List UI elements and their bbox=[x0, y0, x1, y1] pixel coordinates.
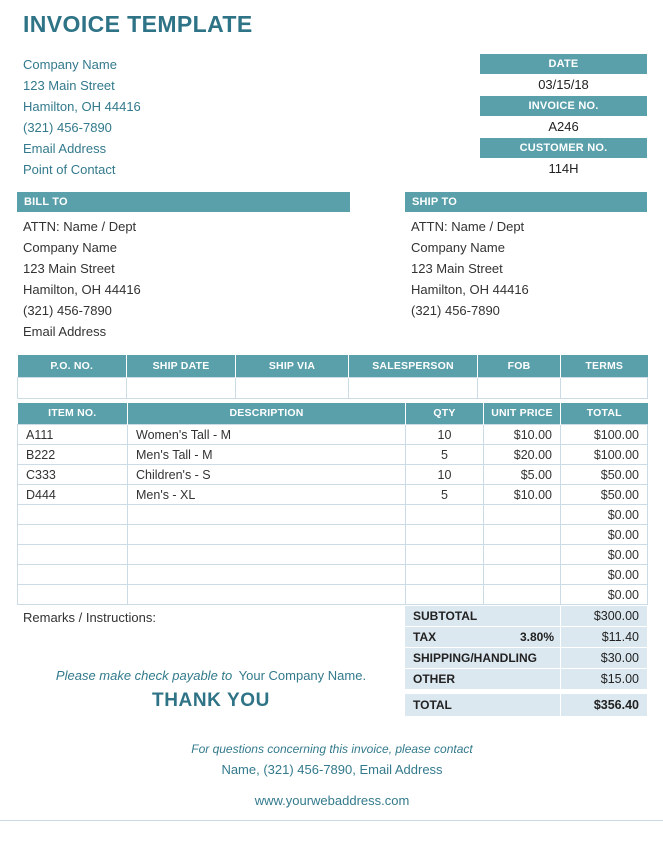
po-no-header: P.O. NO. bbox=[18, 355, 127, 377]
item-description bbox=[128, 545, 406, 565]
ship-to-company: Company Name bbox=[411, 240, 505, 255]
item-row bbox=[18, 465, 648, 485]
unit-price-header: UNIT PRICE bbox=[484, 403, 561, 425]
item-description: Men's - XL bbox=[128, 485, 406, 505]
ship-to-attn: ATTN: Name / Dept bbox=[411, 219, 525, 234]
item-no: B222 bbox=[18, 445, 128, 465]
item-qty bbox=[406, 565, 484, 585]
invoice-no-value: A246 bbox=[548, 119, 579, 134]
fob-cell bbox=[478, 377, 561, 398]
other-value: $15.00 bbox=[560, 669, 647, 689]
item-qty bbox=[406, 525, 484, 545]
item-unit-price: $20.00 bbox=[484, 445, 561, 465]
customer-no-value: 114H bbox=[548, 161, 579, 176]
remarks-block bbox=[17, 605, 405, 716]
empty-item-row bbox=[18, 545, 648, 565]
company-phone: (321) 456-7890 bbox=[23, 120, 112, 135]
bill-to-city: Hamilton, OH 44416 bbox=[23, 282, 141, 297]
item-no bbox=[18, 505, 128, 525]
check-payable-italic: Please make check payable to bbox=[55, 668, 233, 683]
item-unit-price bbox=[484, 585, 561, 605]
company-name: Company Name bbox=[23, 57, 117, 72]
item-qty: 5 bbox=[406, 485, 484, 505]
item-unit-price bbox=[484, 545, 561, 565]
ship-date-cell bbox=[127, 377, 236, 398]
item-total: $100.00 bbox=[561, 445, 648, 465]
item-total: $0.00 bbox=[561, 545, 648, 565]
tax-label: TAX bbox=[413, 630, 437, 644]
item-no bbox=[18, 585, 128, 605]
item-no bbox=[18, 565, 128, 585]
shipping-handling-row bbox=[405, 648, 647, 669]
bill-to-street: 123 Main Street bbox=[23, 261, 115, 276]
ship-to-city: Hamilton, OH 44416 bbox=[411, 282, 529, 297]
line-items-table bbox=[17, 403, 648, 606]
footer-section bbox=[17, 742, 647, 808]
addresses-section bbox=[17, 192, 647, 342]
description-header: DESCRIPTION bbox=[128, 403, 406, 425]
ship-to-phone: (321) 456-7890 bbox=[411, 303, 500, 318]
item-description bbox=[128, 525, 406, 545]
subtotal-row bbox=[405, 606, 647, 627]
customer-no-header: CUSTOMER NO. bbox=[480, 138, 647, 158]
other-label-cell bbox=[405, 672, 560, 686]
qty-header: QTY bbox=[406, 403, 484, 425]
footer-contact-line1: For questions concerning this invoice, please contact bbox=[191, 742, 473, 756]
item-qty bbox=[406, 545, 484, 565]
bill-to-lines bbox=[17, 212, 350, 342]
grand-total-value: $356.40 bbox=[560, 694, 647, 716]
fob-header: FOB bbox=[478, 355, 561, 377]
shipping-handling-value: $30.00 bbox=[560, 648, 647, 668]
salesperson-header: SALESPERSON bbox=[349, 355, 478, 377]
subtotal-label-cell bbox=[405, 609, 560, 623]
item-description bbox=[128, 505, 406, 525]
company-city: Hamilton, OH 44416 bbox=[23, 99, 141, 114]
item-qty: 10 bbox=[406, 465, 484, 485]
item-no bbox=[18, 525, 128, 545]
footer-contact-line2: Name, (321) 456-7890, Email Address bbox=[221, 762, 443, 777]
other-label: OTHER bbox=[413, 672, 455, 686]
item-qty bbox=[406, 585, 484, 605]
bill-to-company: Company Name bbox=[23, 240, 117, 255]
bill-to-header: BILL TO bbox=[17, 192, 350, 212]
item-unit-price bbox=[484, 525, 561, 545]
items-header-row bbox=[18, 403, 648, 425]
grand-total-row bbox=[405, 694, 647, 716]
item-unit-price: $10.00 bbox=[484, 485, 561, 505]
check-payable-note bbox=[17, 668, 405, 683]
total-header: TOTAL bbox=[561, 403, 648, 425]
other-row bbox=[405, 669, 647, 690]
item-total: $0.00 bbox=[561, 565, 648, 585]
item-total: $50.00 bbox=[561, 485, 648, 505]
item-row bbox=[18, 485, 648, 505]
header-section bbox=[17, 54, 647, 180]
tax-value: $11.40 bbox=[560, 627, 647, 647]
page-title: INVOICE TEMPLATE bbox=[23, 11, 253, 37]
empty-item-row bbox=[18, 505, 648, 525]
salesperson-cell bbox=[349, 377, 478, 398]
item-no-header: ITEM NO. bbox=[18, 403, 128, 425]
summary-section bbox=[17, 605, 647, 716]
bottom-divider bbox=[0, 820, 663, 821]
subtotal-value: $300.00 bbox=[560, 606, 647, 626]
item-description: Children's - S bbox=[128, 465, 406, 485]
subtotal-label: SUBTOTAL bbox=[413, 609, 478, 623]
item-qty: 10 bbox=[406, 425, 484, 445]
item-total: $100.00 bbox=[561, 425, 648, 445]
shipping-handling-label-cell bbox=[405, 651, 560, 665]
item-unit-price: $5.00 bbox=[484, 465, 561, 485]
item-unit-price bbox=[484, 565, 561, 585]
item-description: Men's Tall - M bbox=[128, 445, 406, 465]
grand-total-label-cell bbox=[405, 698, 560, 712]
ship-via-cell bbox=[236, 377, 349, 398]
item-description bbox=[128, 585, 406, 605]
tax-row bbox=[405, 627, 647, 648]
invoice-page bbox=[0, 11, 663, 862]
empty-item-row bbox=[18, 585, 648, 605]
po-no-cell bbox=[18, 377, 127, 398]
company-info-block bbox=[23, 54, 141, 180]
item-row bbox=[18, 425, 648, 445]
invoice-no-header: INVOICE NO. bbox=[480, 96, 647, 116]
shipping-details-table bbox=[17, 355, 648, 399]
bill-to-attn: ATTN: Name / Dept bbox=[23, 219, 137, 234]
company-email: Email Address bbox=[23, 141, 107, 156]
item-row bbox=[18, 445, 648, 465]
ship-date-header: SHIP DATE bbox=[127, 355, 236, 377]
ship-to-street: 123 Main Street bbox=[411, 261, 503, 276]
item-no bbox=[18, 545, 128, 565]
ship-to-header: SHIP TO bbox=[405, 192, 647, 212]
date-value: 03/15/18 bbox=[538, 77, 589, 92]
item-qty: 5 bbox=[406, 445, 484, 465]
empty-item-row bbox=[18, 525, 648, 545]
item-unit-price: $10.00 bbox=[484, 425, 561, 445]
invoice-meta-block bbox=[480, 54, 647, 180]
item-total: $50.00 bbox=[561, 465, 648, 485]
shipping-handling-label: SHIPPING/HANDLING bbox=[413, 651, 538, 665]
item-no: D444 bbox=[18, 485, 128, 505]
bill-to-phone: (321) 456-7890 bbox=[23, 303, 112, 318]
bill-to-block bbox=[17, 192, 350, 342]
remarks-label: Remarks / Instructions: bbox=[23, 610, 156, 625]
item-no: A111 bbox=[18, 425, 128, 445]
item-total: $0.00 bbox=[561, 585, 648, 605]
footer-website: www.yourwebaddress.com bbox=[254, 793, 410, 808]
thank-you-text: THANK YOU bbox=[152, 690, 270, 711]
totals-block bbox=[405, 606, 647, 716]
item-unit-price bbox=[484, 505, 561, 525]
company-contact: Point of Contact bbox=[23, 162, 116, 177]
item-description bbox=[128, 565, 406, 585]
date-header: DATE bbox=[480, 54, 647, 74]
shipping-header-row bbox=[18, 355, 648, 377]
item-total: $0.00 bbox=[561, 505, 648, 525]
company-street: 123 Main Street bbox=[23, 78, 115, 93]
terms-cell bbox=[561, 377, 648, 398]
tax-label-cell bbox=[405, 630, 560, 644]
item-qty bbox=[406, 505, 484, 525]
grand-total-label: TOTAL bbox=[413, 698, 452, 712]
ship-via-header: SHIP VIA bbox=[236, 355, 349, 377]
shipping-empty-row bbox=[18, 377, 648, 398]
item-no: C333 bbox=[18, 465, 128, 485]
bill-to-email: Email Address bbox=[23, 324, 107, 339]
terms-header: TERMS bbox=[561, 355, 648, 377]
item-total: $0.00 bbox=[561, 525, 648, 545]
check-payable-name: Your Company Name. bbox=[238, 668, 367, 683]
tax-rate: 3.80% bbox=[519, 630, 554, 644]
ship-to-lines bbox=[405, 212, 647, 321]
item-description: Women's Tall - M bbox=[128, 425, 406, 445]
ship-to-block bbox=[405, 192, 647, 342]
empty-item-row bbox=[18, 565, 648, 585]
